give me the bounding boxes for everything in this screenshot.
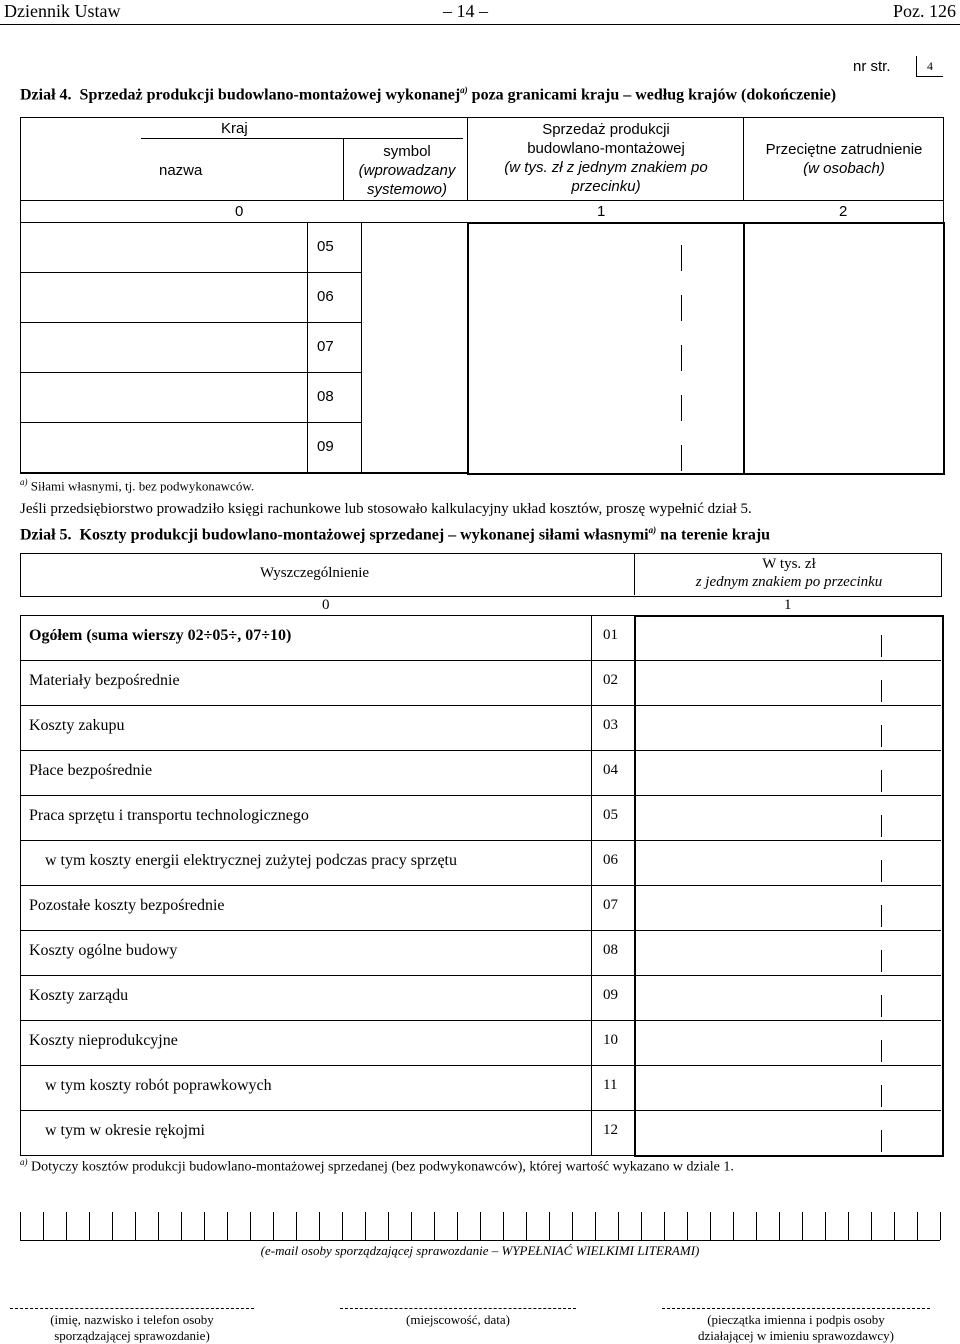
section4-title-text: Sprzedaż produkcji budowlano-montażowej wykonanej [79, 86, 461, 104]
footnote-sup: a) [20, 477, 28, 487]
sig-left-line1: (imię, nazwisko i telefon osoby [50, 1312, 214, 1327]
section5-sup: a) [648, 525, 657, 535]
instruction-text: Jeśli przedsiębiorstwo prowadziło księgi rachunkowe lub stosowało kalkulacyjny układ kosztów, proszę wypełnić dział 5. [20, 501, 752, 517]
row-number: 07 [603, 897, 618, 913]
col-value [636, 555, 942, 591]
row-label: Koszty ogólne budowy [29, 942, 178, 959]
section5-title-suffix: na terenie kraju [660, 526, 771, 544]
row-no: 05 [317, 238, 334, 255]
num-0: 0 [322, 597, 330, 613]
signature-center-caption: (miejscowość, data) [406, 1312, 510, 1327]
row-label: Koszty zakupu [29, 717, 125, 734]
col-employment [745, 140, 943, 178]
col-emp-line2: (w osobach) [803, 160, 885, 177]
section4-title [20, 85, 836, 104]
section5-input-area[interactable] [634, 615, 944, 1157]
signature-left-caption [10, 1312, 254, 1344]
row-number: 04 [603, 762, 618, 778]
section5-table [20, 553, 942, 1153]
row-number: 09 [603, 987, 618, 1003]
section5-title [20, 525, 770, 544]
section4-number: Dział 4. [20, 86, 72, 104]
row-number: 06 [603, 852, 618, 868]
num-1: 1 [597, 203, 606, 220]
row-label: Koszty nieprodukcyjne [29, 1032, 178, 1049]
row-number: 02 [603, 672, 618, 688]
row-no: 06 [317, 288, 334, 305]
page-no-box: 4 [916, 56, 943, 77]
row-number: 01 [603, 627, 618, 643]
col-symbol-line2: (wprowadzany [358, 162, 456, 179]
page-header [0, 0, 960, 24]
position-number: Poz. 126 [893, 1, 956, 21]
num-0: 0 [235, 203, 244, 220]
row-label: w tym koszty robót poprawkowych [45, 1077, 272, 1094]
row-no: 09 [317, 438, 334, 455]
col-kraj: Kraj [221, 120, 248, 137]
footnote-text: Dotyczy kosztów produkcji budowlano-montażowej sprzedanej (bez podwykonawców), której wartość wykazano w dziale 1. [31, 1159, 734, 1175]
col-nazwa: nazwa [159, 162, 203, 179]
signature-line-center [340, 1308, 576, 1310]
row-label: Pozostałe koszty bezpośrednie [29, 897, 225, 914]
col-symbol-line1: symbol [383, 143, 431, 160]
sig-right-line2: działającej w imieniu sprawozdawcy) [698, 1328, 894, 1343]
row-label: Materiały bezpośrednie [29, 672, 180, 689]
col-value-line1: W tys. zł [762, 556, 816, 572]
col-value-line2: z jednym znakiem po przecinku [695, 574, 883, 590]
num-2: 2 [839, 203, 848, 220]
row-number: 05 [603, 807, 618, 823]
row-no: 08 [317, 388, 334, 405]
col-description: Wyszczególnienie [260, 565, 370, 581]
row-number: 10 [603, 1032, 618, 1048]
footnote-sup: a) [20, 1157, 28, 1167]
section4-input-area[interactable] [467, 222, 945, 475]
signature-line-left [10, 1308, 254, 1310]
row-label: Koszty zarządu [29, 987, 129, 1004]
col-sales-line2: budowlano-montażowej [527, 140, 685, 157]
email-field[interactable] [20, 1212, 940, 1241]
section4-table [20, 117, 944, 474]
email-caption: (e-mail osoby sporządzającej sprawozdanie – WYPEŁNIAĆ WIELKIMI LITERAMI) [260, 1243, 700, 1258]
section4-footnote [20, 477, 254, 494]
row-number: 12 [603, 1122, 618, 1138]
signature-line-right [662, 1308, 930, 1310]
footnote-text: Siłami własnymi, tj. bez podwykonawców. [30, 478, 255, 494]
header-rule [0, 24, 960, 25]
page-number: – 14 – [443, 1, 488, 21]
col-symbol [347, 142, 467, 199]
row-label: Ogółem (suma wierszy 02÷05÷, 07÷10) [29, 627, 292, 644]
section4-title-suffix: poza granicami kraju – według krajów (dokończenie) [471, 86, 837, 104]
row-no: 07 [317, 338, 334, 355]
sig-right-line1: (pieczątka imienna i podpis osoby [707, 1312, 885, 1327]
section4-sup: a) [460, 85, 468, 95]
journal-name: Dziennik Ustaw [4, 1, 121, 21]
row-label: w tym koszty energii elektrycznej zużytej podczas pracy sprzętu [45, 852, 457, 869]
row-label: w tym w okresie rękojmi [45, 1122, 205, 1139]
row-number: 08 [603, 942, 618, 958]
page-no-label: nr str. [853, 58, 891, 75]
col-symbol-line3: systemowo) [366, 181, 448, 198]
col-sales-line3: (w tys. zł z jednym znakiem po [504, 159, 708, 176]
sig-left-line2: sporządzającej sprawozdanie) [54, 1328, 210, 1343]
section5-title-text: Koszty produkcji budowlano-montażowej sprzedanej – wykonanej siłami własnymi [79, 526, 649, 544]
col-sales [469, 120, 743, 196]
row-label: Praca sprzętu i transportu technologicznego [29, 807, 309, 824]
section5-number: Dział 5. [20, 526, 72, 544]
num-1: 1 [784, 597, 792, 613]
col-sales-line4: przecinku) [571, 178, 641, 195]
col-emp-line1: Przeciętne zatrudnienie [765, 141, 923, 158]
row-number: 03 [603, 717, 618, 733]
signature-right-caption [662, 1312, 930, 1344]
section5-footnote [20, 1157, 734, 1176]
row-label: Płace bezpośrednie [29, 762, 153, 779]
col-sales-line1: Sprzedaż produkcji [542, 121, 670, 138]
row-number: 11 [603, 1077, 618, 1093]
